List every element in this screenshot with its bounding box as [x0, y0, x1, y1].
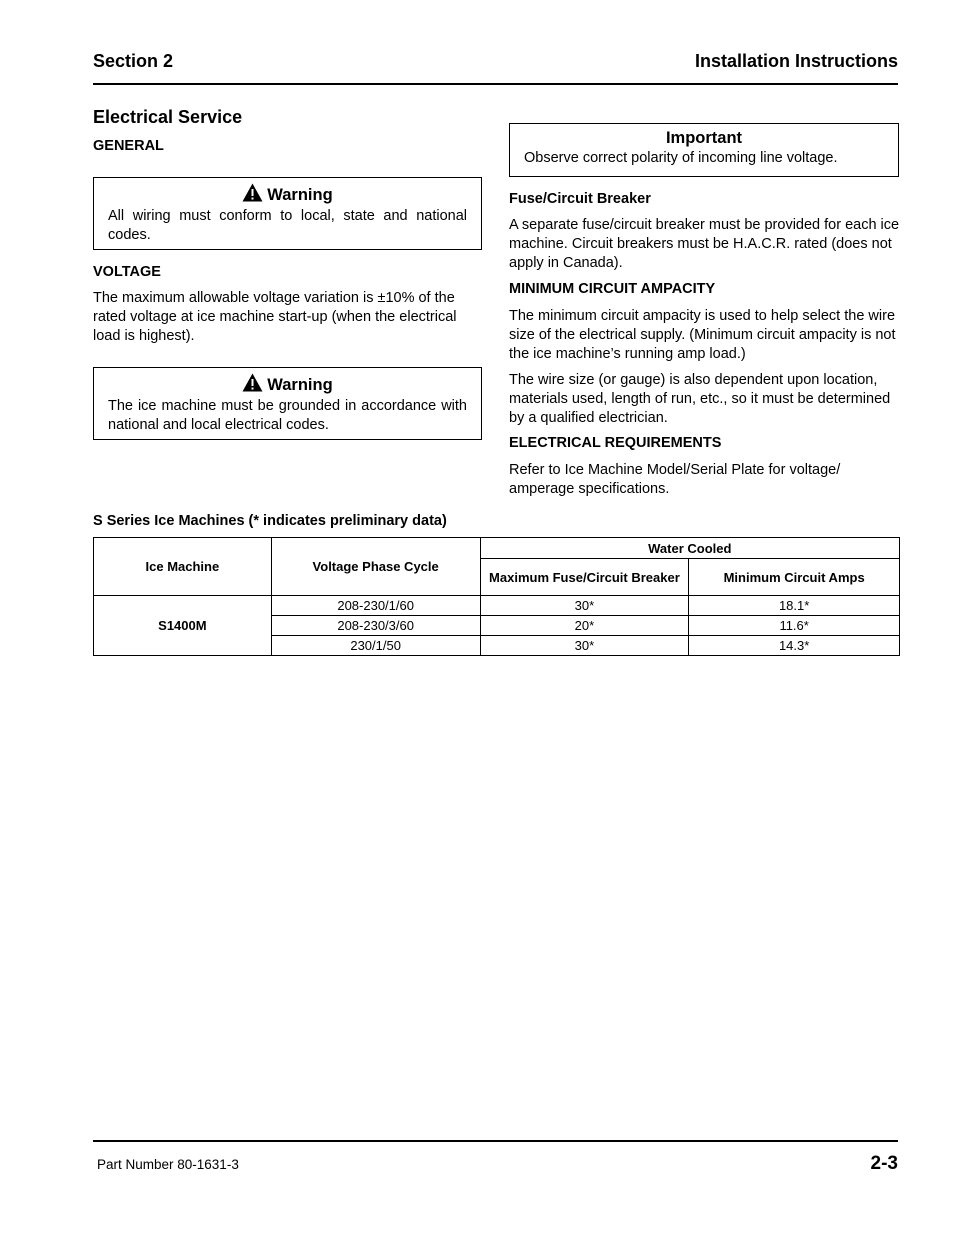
header-max-fuse: Maximum Fuse/Circuit Breaker — [480, 559, 689, 596]
important-box — [509, 123, 899, 177]
header-voltage-phase-cycle: Voltage Phase Cycle — [271, 538, 480, 596]
footer-rule — [93, 1140, 898, 1142]
voltage-heading: VOLTAGE — [93, 264, 161, 280]
page-number: 2-3 — [870, 1153, 898, 1174]
specs-table — [93, 537, 900, 656]
warning-box-grounding — [93, 367, 482, 440]
model-cell: S1400M — [94, 596, 272, 656]
general-heading: GENERAL — [93, 138, 164, 154]
page-header-title: Installation Instructions — [694, 51, 898, 71]
warning-triangle-icon — [242, 183, 263, 202]
warning-title — [94, 373, 481, 395]
header-rule — [93, 83, 898, 85]
page-title: Electrical Service — [93, 107, 243, 127]
mca-heading: MINIMUM CIRCUIT AMPACITY — [509, 281, 716, 297]
requirements-heading: ELECTRICAL REQUIREMENTS — [509, 435, 722, 451]
fuse-cell: 30* — [480, 596, 689, 616]
warning-title — [94, 183, 481, 205]
warning-text: The ice machine must be grounded in accordance with national and local electrical codes. — [108, 398, 467, 433]
mca-paragraph-2: The wire size (or gauge) is also dependent upon location, materials used, length of run, etc., so it must be determined by a qualified electrician. — [509, 372, 891, 426]
section-label: Section 2 — [93, 51, 174, 71]
table-caption: S Series Ice Machines (* indicates preliminary data) — [93, 513, 447, 529]
fuse-cell: 30* — [480, 636, 689, 656]
important-title: Important — [665, 129, 743, 147]
mca-paragraph-1: The minimum circuit ampacity is used to help select the wire size of the electrical supply. (Minimum circuit ampacity is not the ice machine’s running amp load.) — [509, 308, 896, 362]
fuse-paragraph: A separate fuse/circuit breaker must be provided for each ice machine. Circuit breakers must be H.A.C.R. rated (does not apply in Canada). — [509, 217, 900, 271]
amps-cell: 11.6* — [689, 616, 900, 636]
voltage-paragraph: The maximum allowable voltage variation is ±10% of the rated voltage at ice machine start-up (when the electrical load is highest). — [93, 290, 457, 344]
warning-triangle-icon — [242, 373, 263, 392]
warning-text: All wiring must conform to local, state and national codes. — [108, 208, 467, 243]
table-row — [94, 596, 900, 616]
amps-cell: 14.3* — [689, 636, 900, 656]
part-number: Part Number 80-1631-3 — [97, 1157, 239, 1172]
header-min-amps: Minimum Circuit Amps — [689, 559, 900, 596]
important-text: Observe correct polarity of incoming line voltage. — [524, 150, 838, 166]
fuse-heading: Fuse/Circuit Breaker — [509, 191, 651, 207]
warning-box-wiring — [93, 177, 482, 250]
voltage-cell: 208-230/3/60 — [271, 616, 480, 636]
amps-cell: 18.1* — [689, 596, 900, 616]
header-water-cooled: Water Cooled — [480, 538, 899, 559]
table-header-row — [94, 538, 900, 559]
header-ice-machine: Ice Machine — [94, 538, 272, 596]
voltage-cell: 208-230/1/60 — [271, 596, 480, 616]
requirements-paragraph: Refer to Ice Machine Model/Serial Plate for voltage/ amperage specifications. — [509, 462, 841, 497]
warning-title-text: Warning — [267, 186, 333, 204]
fuse-cell: 20* — [480, 616, 689, 636]
voltage-cell: 230/1/50 — [271, 636, 480, 656]
warning-title-text: Warning — [267, 376, 333, 394]
